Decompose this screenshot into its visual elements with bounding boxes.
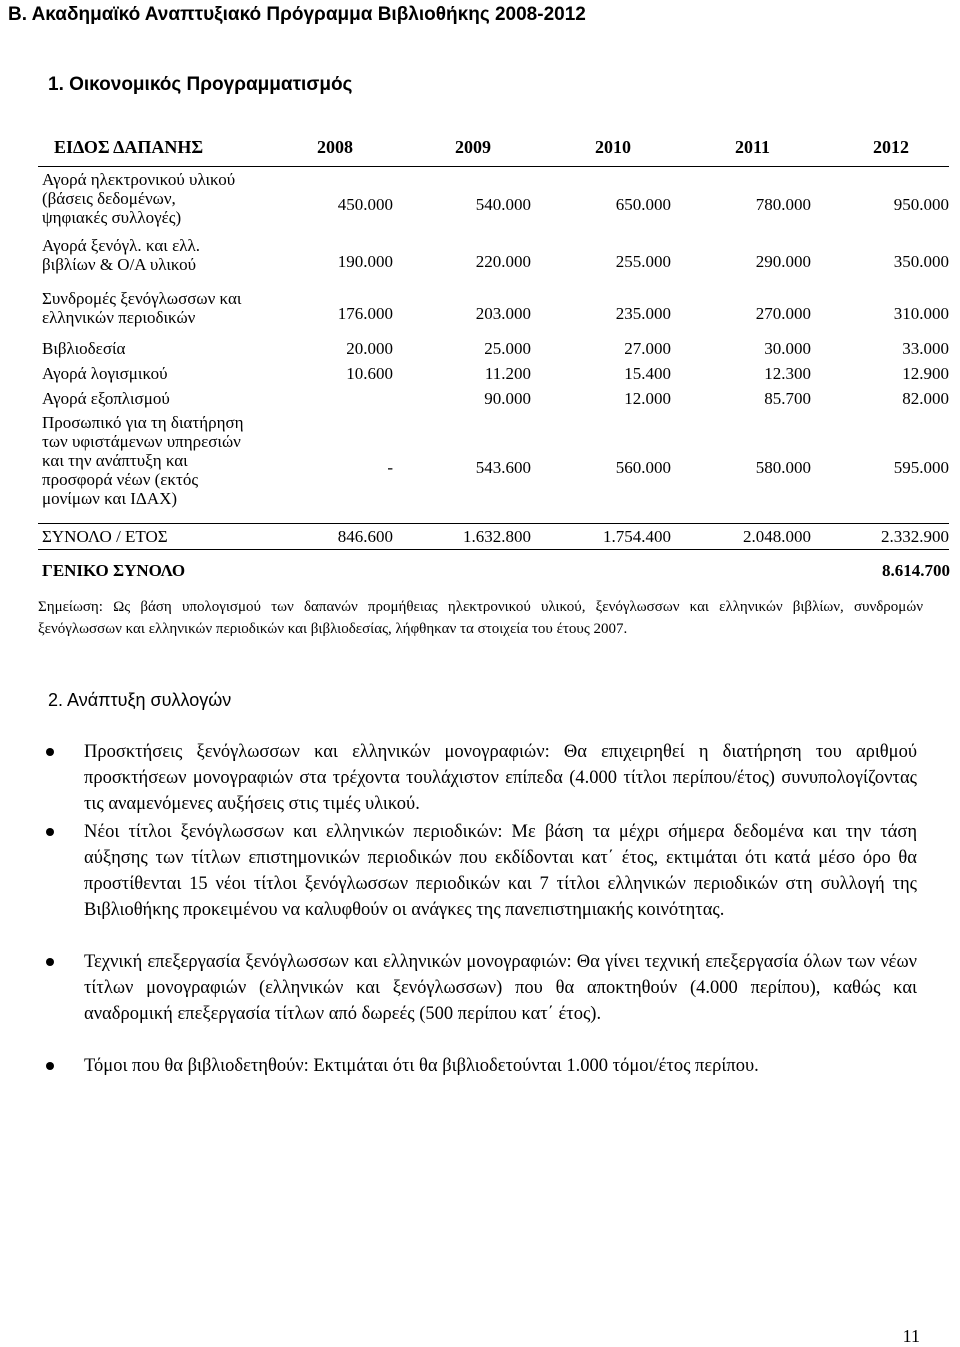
page-number: 11: [902, 1326, 920, 1346]
row-value-2008: 176.000: [337, 304, 393, 323]
bullet-icon: [46, 1062, 54, 1070]
row-value-2009: 11.200: [484, 364, 531, 383]
bullet-text-monographs: Προσκτήσεις ξενόγλωσσων και ελληνικών μονογραφιών: Θα επιχειρηθεί η διατήρηση του αριθμού προσκτήσεων μονογραφιών στα τρέχοντα τουλάχιστον επίπεδα (4.000 τίτλοι περίπου/έτος) συνυπολογίζοντας τις αναμενόμενες αυξήσεις στις τιμές υλικού.: [84, 742, 917, 814]
row-label: προσφορά νέων (εκτός: [42, 470, 199, 489]
row-value-2009: 203.000: [475, 304, 531, 323]
table-note: Σημείωση: Ως βάση υπολογισμού των δαπανών προμήθειας ηλεκτρονικού υλικού, ξενόγλωσσων και ελληνικών βιβλίων, συνδρομών ξενόγλωσσων και ελληνικών περιοδικών και βιβλιοδεσίας, λήφθηκαν τα στοιχεία του έτους 2007.: [38, 599, 923, 637]
table-header-type: ΕΙΔΟΣ ΔΑΠΑΝΗΣ: [54, 137, 204, 157]
row-value-2011: 290.000: [755, 252, 811, 271]
row-value-2008: 20.000: [346, 339, 393, 358]
row-value-2012: 2.332.900: [881, 527, 949, 546]
row-label: Αγορά ξενόγλ. και ελλ.: [42, 236, 200, 255]
bullet-text-periodicals: Νέοι τίτλοι ξενόγλωσσων και ελληνικών περιοδικών: Με βάση τα μέχρι σήμερα δεδομένα και την τάση αύξησης των τίτλων επιστημονικών περιοδικών που εκδίδονται κατ΄ έτος, εκτιμάται ότι κατά μέσο όρο θα προστίθενται 15 νέοι τίτλοι ξενόγλωσσων περιοδικών και 7 τίτλοι ελληνικών περιοδικών στη συλλογή της Βιβλιοθήκης προκειμένου να καλυφθούν οι ανάγκες της πανεπιστημιακής κοινότητας.: [84, 822, 917, 920]
table-divider: [38, 549, 949, 550]
row-value-2010: 560.000: [615, 458, 671, 477]
row-value-2011: 2.048.000: [743, 527, 811, 546]
row-value-2010: 650.000: [615, 195, 671, 214]
row-value-2011: 780.000: [755, 195, 811, 214]
row-value-2009: 25.000: [484, 339, 531, 358]
row-label: ψηφιακές συλλογές): [42, 208, 182, 227]
row-value-2012: 12.900: [902, 364, 949, 383]
bullet-text-binding: Τόμοι που θα βιβλιοδετηθούν: Εκτιμάται ότι θα βιβλιοδετούνται 1.000 τόμοι/έτος περίπου.: [84, 1056, 759, 1076]
row-value-2012: 310.000: [893, 304, 949, 323]
row-value-2010: 255.000: [615, 252, 671, 271]
row-value-2009: 540.000: [475, 195, 531, 214]
row-value-2011: 580.000: [755, 458, 811, 477]
table-header-2011: 2011: [735, 137, 771, 157]
row-value-2009: 90.000: [484, 389, 531, 408]
table-header-2010: 2010: [595, 137, 631, 157]
table-divider: [38, 523, 949, 524]
bullet-text-processing: Τεχνική επεξεργασία ξενόγλωσσων και ελληνικών μονογραφιών: Θα γίνει τεχνική επεξεργασία όλων των νέων τίτλων μονογραφιών (ελληνικών και ξενόγλωσσων) που θα αποκτηθούν (4.000 περίπου), καθώς και αναδρομική επεξεργασία τίτλων από δωρεές (500 περίπου κατ΄ έτος).: [84, 952, 917, 1024]
row-value-2009: 220.000: [475, 252, 531, 271]
row-value-2011: 85.700: [764, 389, 811, 408]
row-value-2010: 27.000: [624, 339, 671, 358]
row-value-2012: 82.000: [902, 389, 949, 408]
row-label: Συνδρομές ξενόγλωσσων και: [42, 289, 242, 308]
document-heading: Β. Ακαδημαϊκό Αναπτυξιακό Πρόγραμμα Βιβλιοθήκης 2008-2012: [8, 4, 586, 25]
row-value-2008: 450.000: [337, 195, 393, 214]
row-label: μονίμων και ΙΔΑΧ): [42, 489, 178, 508]
table-header-2008: 2008: [317, 137, 353, 157]
table-divider: [38, 166, 949, 167]
bullet-icon: [46, 748, 54, 756]
row-label: (βάσεις δεδομένων,: [42, 189, 176, 208]
row-value-2011: 12.300: [764, 364, 811, 383]
row-value-2009: 543.600: [475, 458, 531, 477]
section-title-collections: 2. Ανάπτυξη συλλογών: [48, 690, 232, 710]
row-value-2012: 595.000: [893, 458, 949, 477]
row-value-2010: 12.000: [624, 389, 671, 408]
row-value-2010: 235.000: [615, 304, 671, 323]
row-value-2010: 15.400: [624, 364, 671, 383]
row-value-2009: 1.632.800: [463, 527, 531, 546]
row-value-2008: 10.600: [346, 364, 393, 383]
row-label: των υφιστάμενων υπηρεσιών: [42, 432, 241, 451]
row-label: ελληνικών περιοδικών: [42, 308, 196, 327]
row-value-2012: 33.000: [902, 339, 949, 358]
row-label: βιβλίων & Ο/Α υλικού: [42, 255, 197, 274]
row-label: Αγορά ηλεκτρονικού υλικού: [42, 170, 236, 189]
row-value-2010: 1.754.400: [603, 527, 671, 546]
row-label: Βιβλιοδεσία: [42, 339, 126, 358]
row-value-2011: 270.000: [755, 304, 811, 323]
row-label: Προσωπικό για τη διατήρηση: [42, 413, 244, 432]
row-value-2008: -: [387, 458, 393, 477]
bullet-icon: [46, 828, 54, 836]
bullet-icon: [46, 958, 54, 966]
section-title-financial: 1. Οικονομικός Προγραμματισμός: [48, 74, 353, 95]
row-value-2008: 190.000: [337, 252, 393, 271]
row-label: Αγορά λογισμικού: [42, 364, 168, 383]
row-value-2012: 350.000: [893, 252, 949, 271]
grand-total-value: 8.614.700: [882, 561, 950, 580]
grand-total-label: ΓΕΝΙΚΟ ΣΥΝΟΛΟ: [42, 561, 186, 580]
row-value-2011: 30.000: [764, 339, 811, 358]
row-label: Αγορά εξοπλισμού: [42, 389, 170, 408]
row-label: και την ανάπτυξη και: [42, 451, 188, 470]
table-header-2012: 2012: [873, 137, 909, 157]
row-value-2008: 846.600: [337, 527, 393, 546]
row-label: ΣΥΝΟΛΟ / ΕΤΟΣ: [42, 527, 168, 546]
row-value-2012: 950.000: [893, 195, 949, 214]
table-header-2009: 2009: [455, 137, 491, 157]
